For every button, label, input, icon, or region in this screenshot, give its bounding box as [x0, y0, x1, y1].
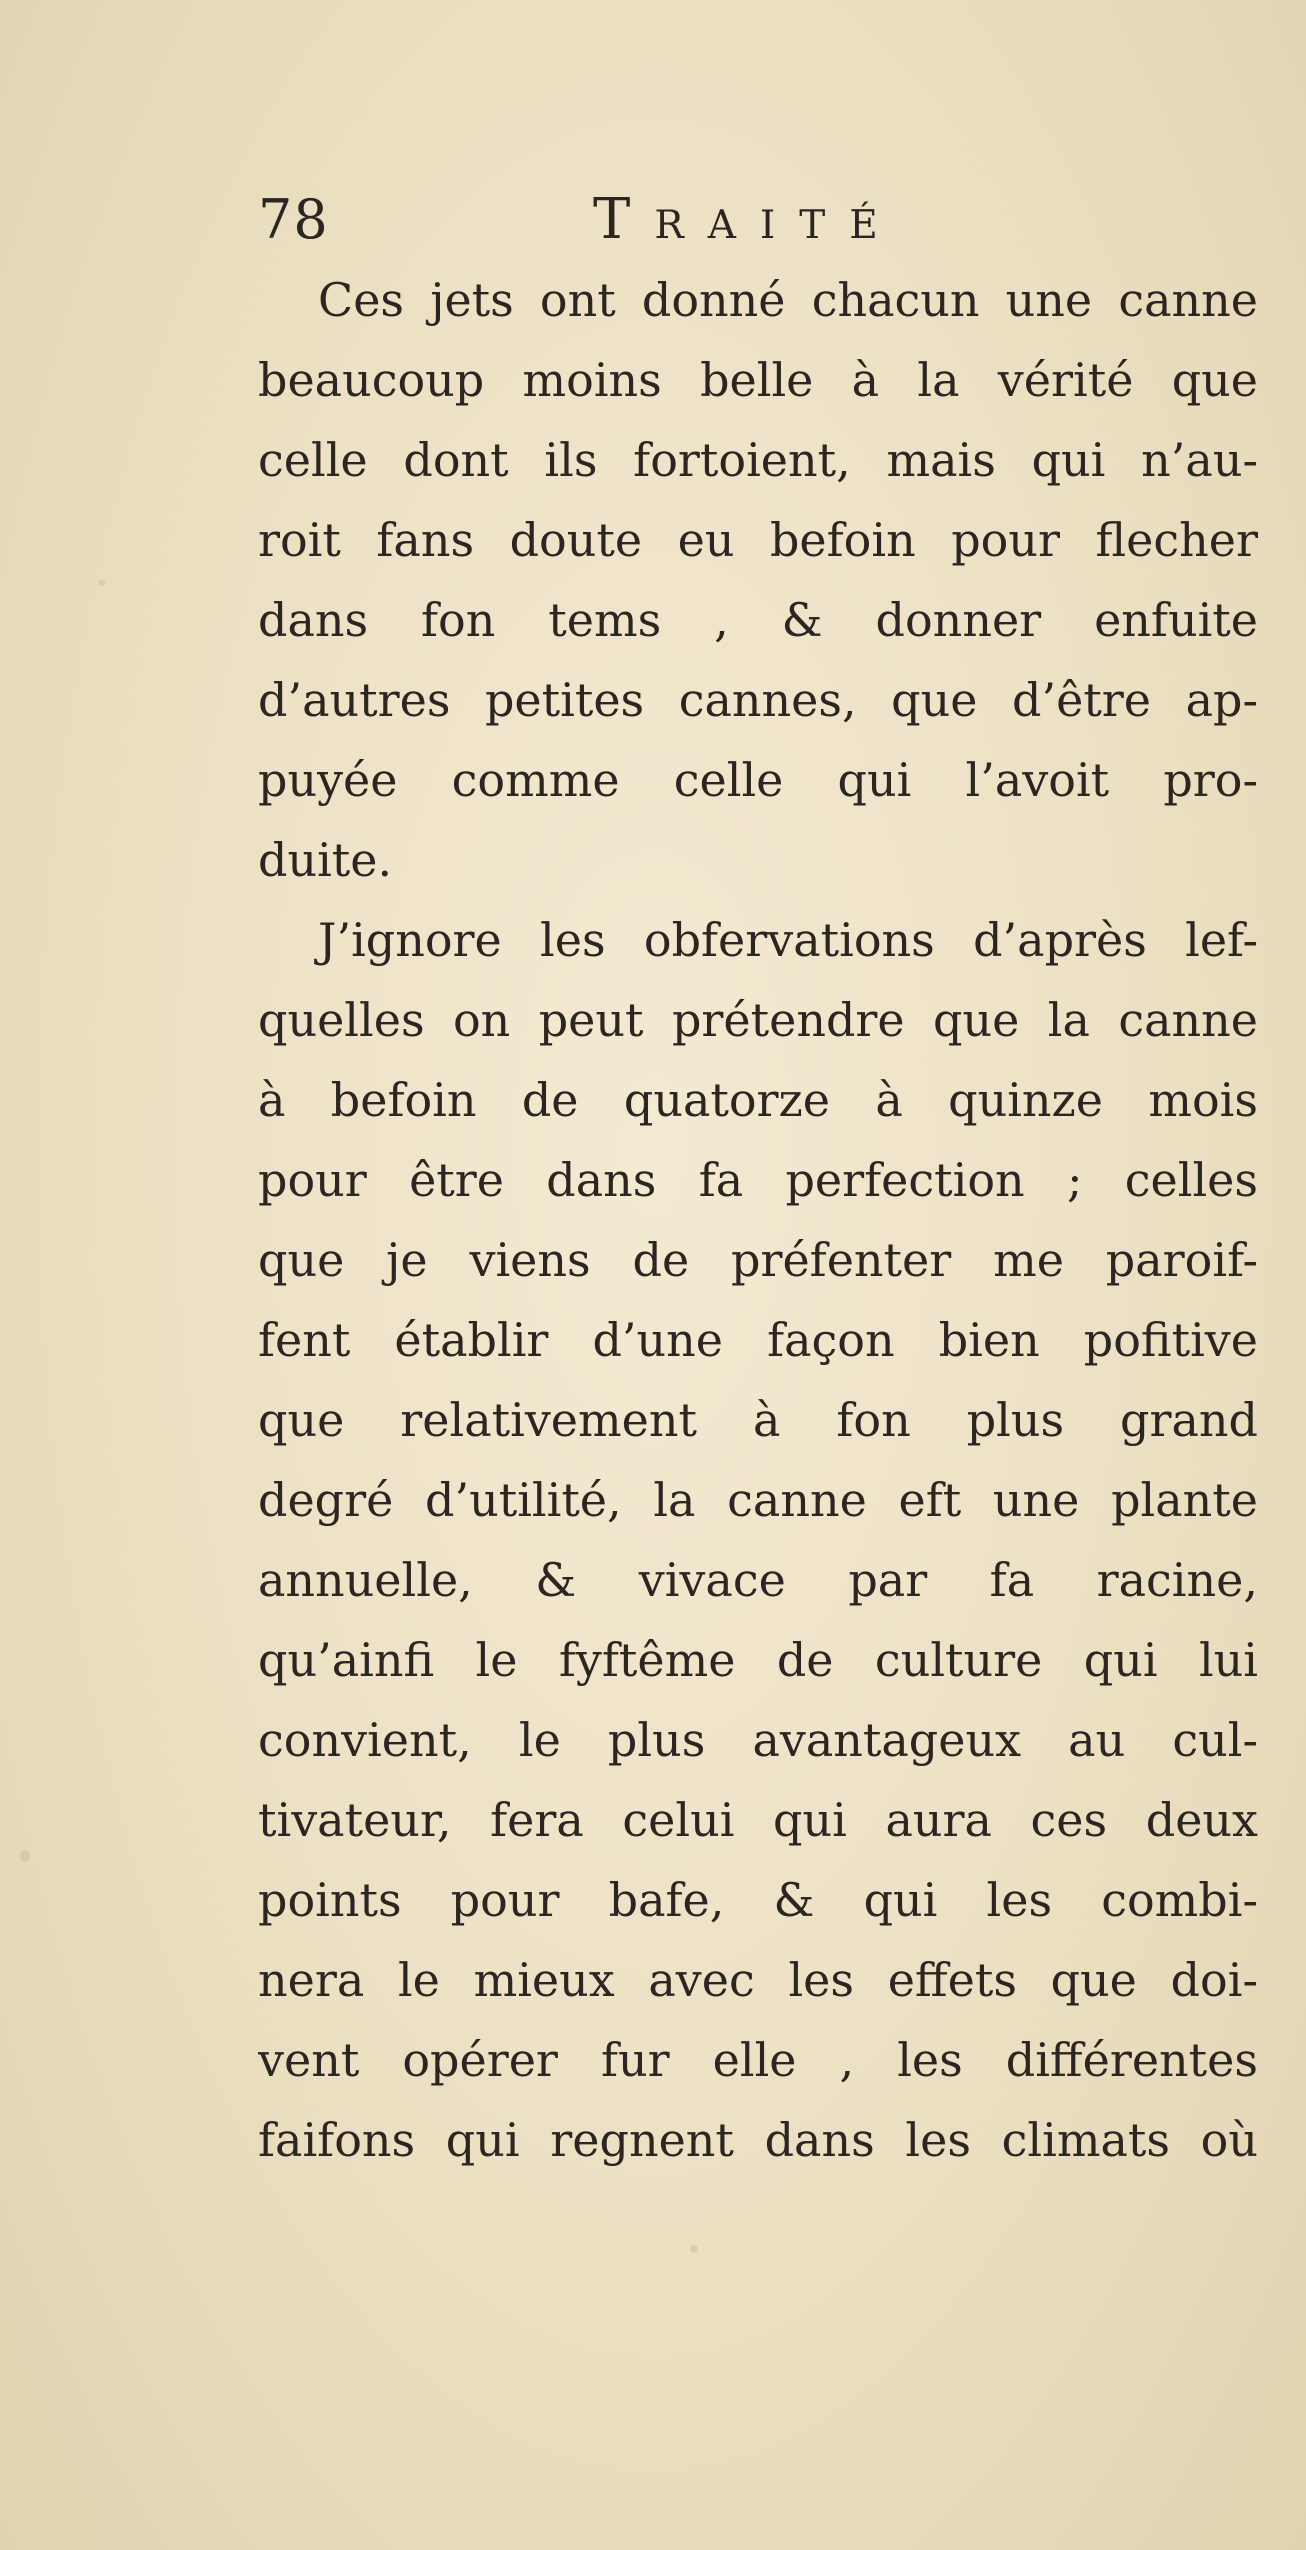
- text-line: Ces jets ont donné chacun une canne: [318, 273, 1258, 327]
- text-line: degré d’utilité, la canne eft une plante: [258, 1473, 1258, 1527]
- text-line: vent opérer fur elle , les différentes: [258, 2033, 1258, 2087]
- text-line: dans fon tems , & donner enfuite: [258, 593, 1258, 647]
- page-header: [258, 180, 1238, 260]
- text-line: quelles on peut prétendre que la canne: [258, 993, 1258, 1047]
- text-line: convient, le plus avantageux au cul-: [258, 1713, 1258, 1767]
- text-line: que je viens de préfenter me paroif-: [258, 1233, 1258, 1287]
- text-line: d’autres petites cannes, que d’être ap-: [258, 673, 1258, 727]
- text-line: tivateur, fera celui qui aura ces deux: [258, 1793, 1258, 1847]
- text-line: annuelle, & vivace par fa racine,: [258, 1553, 1258, 1607]
- page-number: 78: [258, 188, 329, 251]
- text-line: que relativement à fon plus grand: [258, 1393, 1258, 1447]
- paper-foxing-spot: [690, 2245, 698, 2253]
- text-line: pour être dans fa perfection ; celles: [258, 1153, 1258, 1207]
- text-line: duite.: [258, 833, 393, 887]
- text-line: fent établir d’une façon bien pofitive: [258, 1313, 1258, 1367]
- text-line: J’ignore les obfervations d’après lef-: [318, 913, 1258, 967]
- paper-foxing-spot: [20, 1850, 30, 1862]
- paper-foxing-spot: [98, 580, 106, 586]
- running-head: Traité: [593, 187, 902, 252]
- text-line: roit fans doute eu befoin pour flecher: [258, 513, 1258, 567]
- text-line: points pour bafe, & qui les combi-: [258, 1873, 1258, 1927]
- text-line: nera le mieux avec les effets que doi-: [258, 1953, 1258, 2007]
- text-line: celle dont ils fortoient, mais qui n’au-: [258, 433, 1258, 487]
- text-line: qu’ainfi le fyftême de culture qui lui: [258, 1633, 1258, 1687]
- text-line: à befoin de quatorze à quinze mois: [258, 1073, 1258, 1127]
- text-line: beaucoup moins belle à la vérité que: [258, 353, 1258, 407]
- text-line: puyée comme celle qui l’avoit pro-: [258, 753, 1258, 807]
- text-line: faifons qui regnent dans les climats où: [258, 2113, 1258, 2167]
- body-text: [258, 260, 1258, 2180]
